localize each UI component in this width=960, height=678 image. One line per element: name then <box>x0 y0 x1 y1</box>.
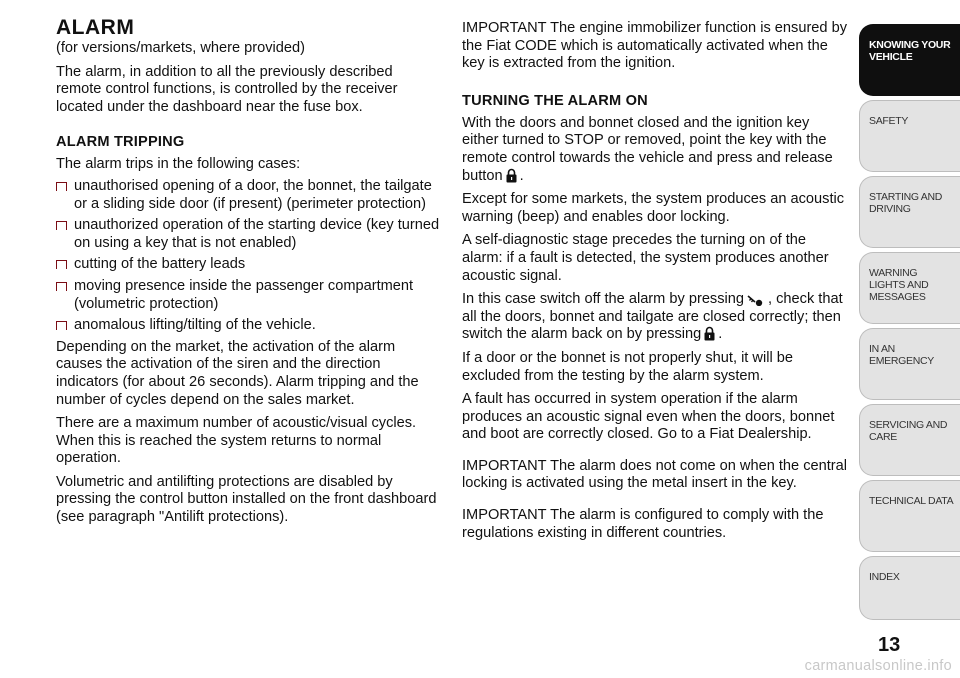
list-item: unauthorized operation of the starting device (key turned on using a key that is not enabled) <box>56 217 440 252</box>
left-column <box>56 0 440 527</box>
tab-warning-lights[interactable]: WARNING LIGHTS AND MESSAGES <box>859 252 960 324</box>
chapter-tabs <box>859 0 960 620</box>
list-item: cutting of the battery leads <box>56 256 440 274</box>
turning-on-heading: TURNING THE ALARM ON <box>462 92 648 109</box>
bullet-icon <box>56 282 67 291</box>
self-diagnostic-paragraph: A self-diagnostic stage precedes the turning on of the alarm: if a fault is detected, the system produces another acoustic signal. <box>462 232 829 284</box>
cycles-paragraph: There are a maximum number of acoustic/visual cycles. When this is reached the system returns to normal operation. <box>56 415 417 467</box>
page-number: 13 <box>878 634 901 656</box>
bullet-icon <box>56 221 67 230</box>
list-item: unauthorised opening of a door, the bonnet, the tailgate or a sliding side door (if present) (perimeter protection) <box>56 178 440 213</box>
switch-off-paragraph: In this case switch off the alarm by pressing , check that all the doors, bonnet and tailgate are closed correctly; then switch the alarm back on by pressing . <box>462 291 843 343</box>
padlock-icon <box>703 326 716 341</box>
turning-on-paragraph: With the doors and bonnet closed and the ignition key either turned to STOP or removed, point the key with the remote control towards the vehicle and press and release button . <box>462 114 833 184</box>
list-item: anomalous lifting/tilting of the vehicle. <box>56 317 440 335</box>
tripping-lead: The alarm trips in the following cases: <box>56 156 301 173</box>
fault-paragraph: A fault has occurred in system operation if the alarm produces an acoustic signal even when the doors, bonnet and boot are correctly closed. Go to a Fiat Dealership. <box>462 391 835 443</box>
key-icon <box>746 292 766 306</box>
tab-starting-and-driving[interactable]: STARTING AND DRIVING <box>859 176 960 248</box>
markets-paragraph: Except for some markets, the system produces an acoustic warning (beep) and enables door locking. <box>462 191 845 225</box>
watermark: carmanualsonline.info <box>804 658 952 674</box>
door-paragraph: If a door or the bonnet is not properly shut, it will be excluded from the testing by the alarm system. <box>462 349 793 384</box>
important-regulations: IMPORTANT The alarm is configured to comply with the regulations existing in different countries. <box>462 507 824 541</box>
tab-servicing-and-care[interactable]: SERVICING AND CARE <box>859 404 960 476</box>
important-central-locking: IMPORTANT The alarm does not come on when the central locking is activated using the metal insert in the key. <box>462 457 848 492</box>
tab-index[interactable]: INDEX <box>859 556 960 620</box>
subtitle: (for versions/markets, where provided) <box>56 40 305 56</box>
bullet-icon <box>56 321 67 330</box>
padlock-icon <box>505 168 518 183</box>
activation-paragraph: Depending on the market, the activation of the alarm causes the activation of the siren and the direction indicators (for about 26 seconds). Alarm tripping and the number of cycles depend on the sales market. <box>56 338 419 408</box>
tab-knowing-your-vehicle[interactable]: KNOWING YOUR VEHICLE <box>859 24 960 96</box>
bullet-icon <box>56 182 67 191</box>
list-item: moving presence inside the passenger compartment (volumetric protection) <box>56 278 440 313</box>
important-immobilizer: IMPORTANT The engine immobilizer function is ensured by the Fiat CODE which is automatically activated when the key is extracted from the ignition. <box>462 20 848 72</box>
section-title: ALARM <box>56 16 135 39</box>
bullet-icon <box>56 260 67 269</box>
protections-paragraph: Volumetric and antilifting protections are disabled by pressing the control button installed on the front dashboard (see paragraph "Antilift protections). <box>56 473 437 526</box>
tab-technical-data[interactable]: TECHNICAL DATA <box>859 480 960 552</box>
right-column <box>462 0 848 542</box>
intro-paragraph: The alarm, in addition to all the previously described remote control functions, is controlled by the receiver located under the dashboard near the fuse box. <box>56 63 398 115</box>
tab-in-an-emergency[interactable]: IN AN EMERGENCY <box>859 328 960 400</box>
tripping-list <box>56 178 440 335</box>
tab-safety[interactable]: SAFETY <box>859 100 960 172</box>
tripping-heading: ALARM TRIPPING <box>56 134 185 151</box>
